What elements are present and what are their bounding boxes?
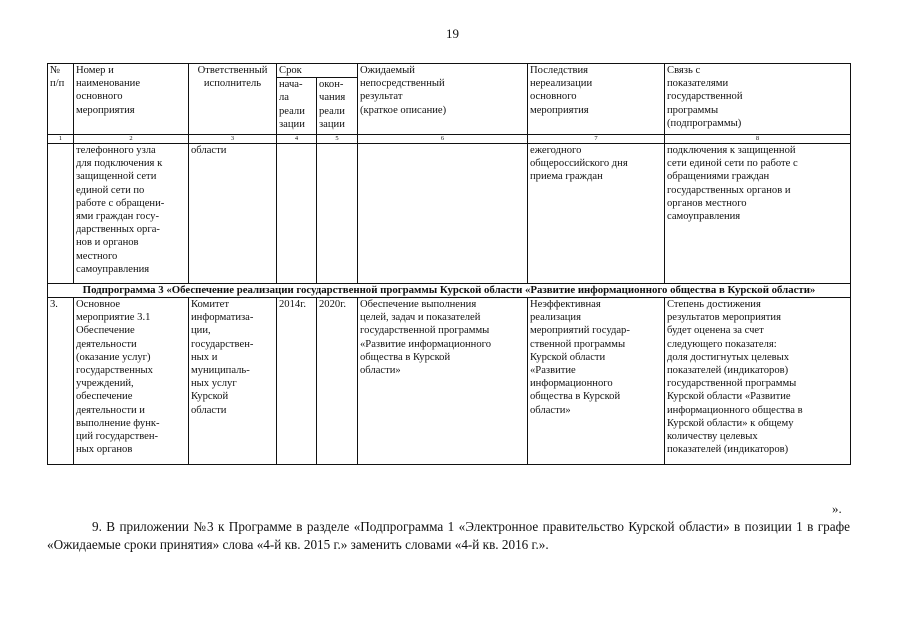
- column-number: 3: [189, 135, 277, 144]
- column-numbers-row: [48, 135, 851, 144]
- table-row-3: [48, 298, 851, 465]
- cell-measure: Основное мероприятие 3.1 Обеспечение деятельности (оказание услуг) государственных учреждений, обеспечение деятельности и выполнение функ- ций государствен- ных органов: [74, 298, 189, 465]
- cell-executor: области: [189, 144, 277, 284]
- cell-end: [317, 144, 358, 284]
- cell-start: [277, 144, 317, 284]
- cell-number: [48, 144, 74, 284]
- cell-consequences: ежегодного общероссийского дня приема граждан: [528, 144, 665, 284]
- cell-consequences: Неэффективная реализация мероприятий государ- ственной программы Курской области «Развитие информационного общества в Курской области»: [528, 298, 665, 465]
- column-number: 5: [317, 135, 358, 144]
- subprogram-title: Подпрограмма 3 «Обеспечение реализации государственной программы Курской области «Развитие информационного общества в Курской области»: [48, 284, 851, 298]
- header-col-term: Срок: [277, 64, 358, 78]
- column-number: 4: [277, 135, 317, 144]
- column-number: 6: [358, 135, 528, 144]
- measures-table: [47, 63, 851, 465]
- header-col-start: нача- ла реали зации: [277, 78, 317, 135]
- header-col-measure: Номер и наименование основного мероприятия: [74, 64, 189, 135]
- cell-link: подключения к защищенной сети единой сети по работе с обращениями граждан государственных органов и органов местного самоуправления: [665, 144, 851, 284]
- cell-result: Обеспечение выполнения целей, задач и показателей государственной программы «Развитие информационного общества в Курской области»: [358, 298, 528, 465]
- cell-end: 2020г.: [317, 298, 358, 465]
- closing-quote: ».: [832, 501, 842, 516]
- header-col-result: Ожидаемый непосредственный результат (краткое описание): [358, 64, 528, 135]
- header-col-executor: Ответственный исполнитель: [189, 64, 277, 135]
- page-number: 19: [446, 26, 459, 41]
- header-row: [48, 64, 851, 78]
- cell-start: 2014г.: [277, 298, 317, 465]
- header-col-end: окон- чания реали зации: [317, 78, 358, 135]
- header-col-link: Связь с показателями государственной программы (подпрограммы): [665, 64, 851, 135]
- column-number: 7: [528, 135, 665, 144]
- subprogram-row: [48, 284, 851, 298]
- table-row-continuation: [48, 144, 851, 284]
- paragraph-9: 9. В приложении №3 к Программе в разделе «Подпрограмма 1 «Электронное правительство Курской области» в позиции 1 в графе «Ожидаемые сроки принятия» слова «4-й кв. 2015 г.» заменить словами «4-й кв. 2016 г.».: [47, 519, 850, 552]
- cell-result: [358, 144, 528, 284]
- column-number: 1: [48, 135, 74, 144]
- cell-measure: телефонного узла для подключения к защищенной сети единой сети по работе с обращени- ями граждан госу- дарственных орга- нов и органов местного самоуправления: [74, 144, 189, 284]
- column-number: 8: [665, 135, 851, 144]
- cell-link: Степень достижения результатов мероприятия будет оценена за счет следующего показателя: доля достигнутых целевых показателей (индикаторов) государственной программы Курской области «Развитие информационного общества в Курской области» к общему количеству целевых показателей (индикаторов): [665, 298, 851, 465]
- header-col-number: № п/п: [48, 64, 74, 135]
- column-number: 2: [74, 135, 189, 144]
- header-col-consequences: Последствия нереализации основного мероприятия: [528, 64, 665, 135]
- cell-executor: Комитет информатиза- ции, государствен- ных и муниципаль- ных услуг Курской области: [189, 298, 277, 465]
- cell-number: 3.: [48, 298, 74, 465]
